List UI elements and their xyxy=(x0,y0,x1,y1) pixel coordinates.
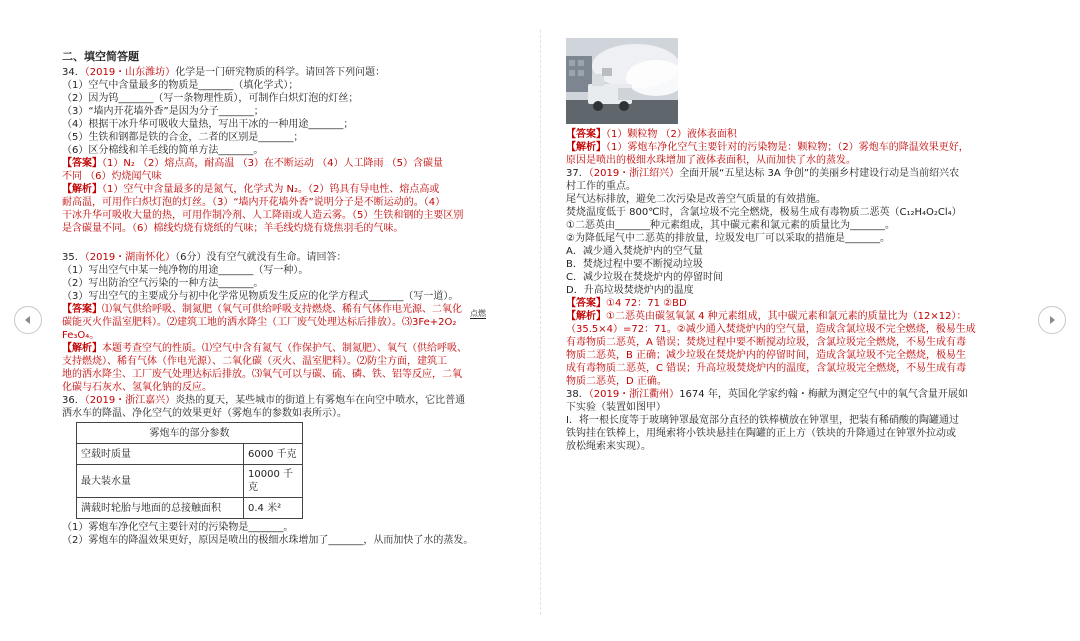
q37-analysis: 有毒物质二恶英，A 错误；焚烧过程中要不断搅动垃圾，含氯垃圾完全燃烧，不易生成有毒 xyxy=(566,337,967,348)
q34-answer: （1）N₂ （2）熔点高，耐高温 （3）在不断运动 （4）人工降雨 （5）含碳量 xyxy=(102,158,444,169)
q38-line: 铁钩挂在铁棒上，用绳索将小铁块悬挂在陶罐的正上方（铁块的升降通过在钟罩外拉动或 xyxy=(566,428,956,439)
q37-line: 尾气达标排放，避免二次污染是改善空气质量的有效措施。 xyxy=(566,194,826,205)
question-34 xyxy=(62,66,522,235)
chevron-left-icon xyxy=(22,314,34,326)
table-row xyxy=(77,444,303,465)
q37-answer-label: 【答案】 xyxy=(566,298,606,309)
q37-line: ①二恶英由_______种元素组成，其中碳元素和氯元素的质量比为_______。 xyxy=(566,220,895,231)
q35-answer: 碳能灭火作温室肥料）。⑵建筑工地的洒水降尘（工厂废气处理达标后排放）。⑶3Fe+2O₂ xyxy=(62,317,457,328)
q37-option-a: A．减少通入焚烧炉内的空气量 xyxy=(566,246,703,257)
question-37 xyxy=(566,167,1036,388)
q35-answer-label: 【答案】 xyxy=(62,304,102,315)
q34-analysis-label: 【解析】 xyxy=(62,184,102,195)
q36-source: （2019・浙江嘉兴） xyxy=(84,395,176,406)
q35-analysis: 地的洒水降尘、工厂废气处理达标后排放。⑶氧气可以与碳、硫、磷、铁、铝等反应，二氧 xyxy=(62,369,462,380)
q34-analysis: 耐高温，可用作白炽灯泡的灯丝。（3）“墙内开花墙外香”说明分子是不断运动的。（4） xyxy=(62,197,446,208)
q37-line: 村工作的重点。 xyxy=(566,181,636,192)
q36-analysis: 原因是喷出的极细水珠增加了液体表面积，从而加快了水的蒸发。 xyxy=(566,155,856,166)
q35-analysis: 支持燃烧）、稀有气体（作电光源）、二氧化碳（灭火、温室肥料）。⑵防尘方面，建筑工 xyxy=(62,356,447,367)
q36-answer: （1）颗粒物 （2）液体表面积 xyxy=(606,129,737,140)
q34-item: （1）空气中含量最多的物质是_______（填化学式）； xyxy=(62,80,299,91)
q36-stem: 炎热的夏天，某些城市的街道上有雾炮车在向空中喷水，它比普通 xyxy=(175,395,466,406)
q37-option-d: D．升高垃圾焚烧炉内的温度 xyxy=(566,285,694,296)
q38-source: （2019・浙江衢州） xyxy=(588,389,680,400)
table-cell: 空载时质量 xyxy=(77,444,244,465)
question-35 xyxy=(62,251,522,394)
page-divider xyxy=(540,30,541,615)
q34-stem: 化学是一门研究物质的科学。请回答下列问题： xyxy=(175,67,386,78)
q35-item: （2）写出防治空气污染的一种方法_______。 xyxy=(62,278,264,289)
q35-analysis: 本题考查空气的性质。⑴空气中含有氮气（作保护气、制氮肥）、氧气（供给呼吸、 xyxy=(102,343,467,354)
q34-item: （5）生铁和钢都是铁的合金，二者的区别是_______； xyxy=(62,132,304,143)
fog-cannon-truck-photo xyxy=(566,38,678,124)
q34-answer-label: 【答案】 xyxy=(62,158,102,169)
section-title: 二、填空简答题 xyxy=(62,50,139,63)
q35-answer: Fe₃O₄。 xyxy=(62,330,100,341)
table-title: 雾炮车的部分参数 xyxy=(77,423,303,444)
prev-page-button[interactable] xyxy=(14,306,42,334)
q36-analysis-label: 【解析】 xyxy=(566,142,606,153)
question-36 xyxy=(62,394,522,547)
table-cell: 0.4 米² xyxy=(244,498,303,519)
q36-analysis: （1）雾炮车净化空气主要针对的污染物是：颗粒物；（2）雾炮车的降温效果更好， xyxy=(606,142,969,153)
table-row xyxy=(77,498,303,519)
parameter-table xyxy=(76,422,303,519)
q38-stem: 1674 年，英国化学家约翰・梅献为测定空气中的氧气含量开展如 xyxy=(679,389,968,400)
table-cell: 10000 千克 xyxy=(244,465,303,498)
q36-number: 36． xyxy=(62,395,85,406)
q37-line: ②为降低尾气中二恶英的排放量，垃圾发电厂可以采取的措施是_______。 xyxy=(566,233,890,244)
right-page xyxy=(566,38,1036,453)
q37-option-b: B．焚烧过程中要不断搅动垃圾 xyxy=(566,259,703,270)
q37-stem: 全面开展“五星达标 3A 争创”的美丽乡村建设行动是当前绍兴农 xyxy=(679,168,960,179)
q34-item: （3）“墙内开花墙外香”是因为分子_______； xyxy=(62,106,264,117)
q38-line: 放松绳索来实现）。 xyxy=(566,441,651,452)
q35-source: （2019・湖南怀化） xyxy=(84,252,176,263)
q36-stem: 洒水车的降温、净化空气的效果更好（雾炮车的参数如表所示）。 xyxy=(62,408,347,419)
q34-item: （6）区分棉线和羊毛线的简单方法_______。 xyxy=(62,145,264,156)
fog-cannon-truck-illustration xyxy=(566,38,678,124)
q35-item: （1）写出空气中某一纯净物的用途_______（写一种）。 xyxy=(62,265,309,276)
q34-answer: 不同 （6）灼烧闻气味 xyxy=(62,171,162,182)
q37-analysis: ①二恶英由碳氢氧氯 4 种元素组成，其中碳元素和氯元素的质量比为（12×12）： xyxy=(606,311,967,322)
q38-line: 下实验（装置如图甲） xyxy=(566,402,666,413)
q35-analysis-label: 【解析】 xyxy=(62,343,102,354)
q37-source: （2019・浙江绍兴） xyxy=(588,168,680,179)
q35-item: （3）写出空气的主要成分与初中化学常见物质发生反应的化学方程式_______（写一道）。 xyxy=(62,291,459,302)
chevron-right-icon xyxy=(1046,314,1058,326)
q35-analysis: 化碳与石灰水、氢氧化钠的反应。 xyxy=(62,382,212,393)
q37-analysis: （35.5×4）=72：71。②减少通入焚烧炉内的空气量，造成含氯垃圾不完全燃烧，极易生成 xyxy=(566,324,976,335)
q37-line: 焚烧温度低于 800℃时，含氯垃圾不完全燃烧，极易生成有毒物质二恶英（C₁₂H₄O₂Cl₄） xyxy=(566,207,962,218)
table-cell: 6000 千克 xyxy=(244,444,303,465)
q34-analysis: 干冰升华可吸收大量的热，可用作制冷剂、人工降雨或人造云雾。（5）生铁和钢的主要区别 xyxy=(62,210,464,221)
q37-analysis: 物质二恶英，D 正确。 xyxy=(566,376,667,387)
q35-stem: （6分）没有空气就没有生命。请回答： xyxy=(175,252,347,263)
q37-analysis-label: 【解析】 xyxy=(566,311,606,322)
table-row xyxy=(77,465,303,498)
table-cell: 满载时轮胎与地面的总接触面积 xyxy=(77,498,244,519)
q38-line: I．将一根长度等于玻璃钟罩最宽部分直径的铁棒横放在钟罩里，把装有稀硝酸的陶罐通过 xyxy=(566,415,959,426)
q37-analysis: 成有毒物质二恶英，C 错误；升高垃圾焚烧炉内的温度，含氯垃圾完全燃烧，不易生成有毒 xyxy=(566,363,967,374)
q37-analysis: 物质二恶英，B 正确；减少垃圾在焚烧炉内的停留时间，造成含氯垃圾不完全燃烧，极易生 xyxy=(566,350,967,361)
reaction-condition: 点燃 xyxy=(470,309,486,318)
q35-number: 35． xyxy=(62,252,85,263)
q34-source: （2019・山东潍坊） xyxy=(84,67,176,78)
q34-item: （4）根据干冰升华可吸收大量热，写出干冰的一种用途_______； xyxy=(62,119,354,130)
q36-item: （2）雾炮车的降温效果更好，原因是喷出的极细水珠增加了_______，从而加快了水的蒸发。 xyxy=(62,535,474,546)
q36-answer-label: 【答案】 xyxy=(566,129,606,140)
q34-number: 34． xyxy=(62,67,85,78)
question-38 xyxy=(566,388,1036,453)
q38-number: 38． xyxy=(566,389,589,400)
q34-analysis: （1）空气中含量最多的是氮气，化学式为 N₂。（2）钨具有导电性、熔点高或 xyxy=(102,184,440,195)
q35-answer: ⑴氧气供给呼吸、制氮肥（氧气可供给呼吸支持燃烧、稀有气体作电光源、二氧化 xyxy=(102,304,462,315)
next-page-button[interactable] xyxy=(1038,306,1066,334)
q37-answer: ①4 72：71 ②BD xyxy=(606,298,687,309)
q34-analysis: 是含碳量不同。（6）棉线灼烧有烧纸的气味；羊毛线灼烧有烧焦羽毛的气味。 xyxy=(62,223,404,234)
q36-item: （1）雾炮车净化空气主要针对的污染物是_______。 xyxy=(62,522,294,533)
table-cell: 最大装水量 xyxy=(77,465,244,498)
left-page xyxy=(62,50,522,547)
q37-number: 37． xyxy=(566,168,589,179)
q37-option-c: C．减少垃圾在焚烧炉内的停留时间 xyxy=(566,272,723,283)
q34-item: （2）因为钨_______（写一条物理性质），可制作白炽灯泡的灯丝； xyxy=(62,93,359,104)
